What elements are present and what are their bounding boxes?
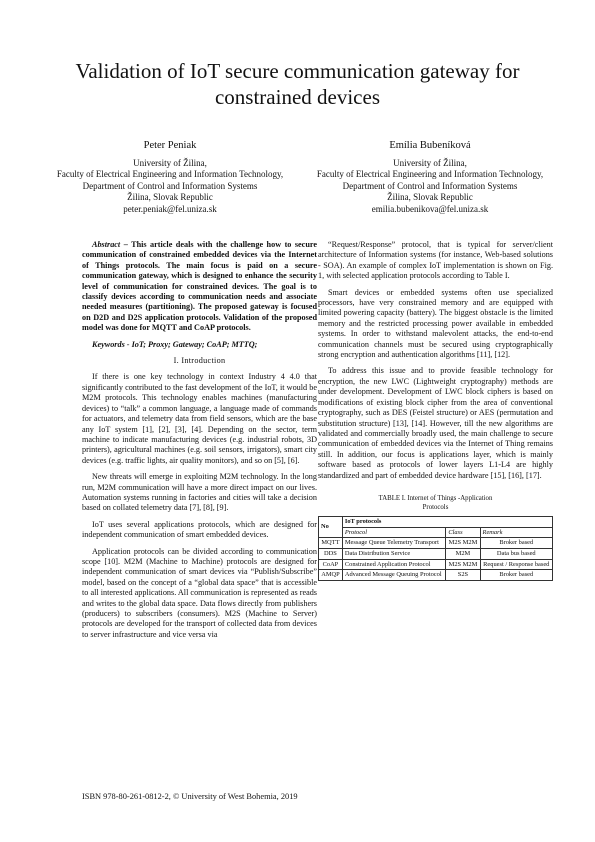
author-affiliation-line: Faculty of Electrical Engineering and Information Technology, [56, 169, 284, 179]
author-name: Peter Peniak [143, 140, 197, 151]
abstract-label: Abstract [92, 240, 121, 249]
table-header-no: No [319, 517, 343, 538]
right-column [318, 240, 553, 581]
author-name: Emília Bubeníková [389, 140, 471, 151]
page-footer: ISBN 978-80-261-0812-2, © University of West Bohemia, 2019 [82, 792, 298, 801]
table-cell: Advanced Message Queuing Protocol [342, 570, 446, 581]
abstract [82, 240, 317, 334]
table-caption [318, 495, 553, 512]
author-block-1 [50, 140, 290, 215]
author-affiliation-line: Faculty of Electrical Engineering and Information Technology, Department of Control and Information Systems [316, 169, 544, 191]
table-row [319, 570, 553, 581]
left-column [82, 240, 317, 646]
table-cell: Message Queue Telemetry Transport [342, 538, 446, 549]
table-cell: CoAP [319, 559, 343, 570]
body-paragraph: New threats will emerge in exploiting M2M technology. In the long run, M2M communication will have a more direct impact on our lives. Automation systems running in factories and cities will take a decision based on collated telemetry data [7], [8], [9]. [82, 472, 317, 513]
table-row [319, 548, 553, 559]
author-affiliation-line: Žilina, Slovak Republic [387, 192, 473, 202]
author-affiliation-line: Žilina, Slovak Republic [127, 192, 213, 202]
author-block-2 [310, 140, 550, 215]
table-row [319, 559, 553, 570]
table-cell: Data Distribution Service [342, 548, 446, 559]
table-cell: Broker based [480, 570, 552, 581]
author-email[interactable]: emilia.bubenikova@fel.uniza.sk [371, 203, 489, 214]
paper-title: Validation of IoT secure communication gateway for constrained devices [75, 59, 520, 109]
table-cell: M2M [446, 548, 480, 559]
table-caption-line: Protocols [422, 503, 449, 511]
table-column-header: Protocol [342, 527, 446, 538]
body-paragraph: “Request/Response” protocol, that is typical for server/client architecture of Information systems (for instance, Web-based solutions - SOA). An example of complex IoT implementation is shown on Fig. 1, with selected application protocols according to Table I. [318, 240, 553, 281]
table-cell: DDS [319, 548, 343, 559]
author-affiliation-line: University of Žilina, [133, 157, 207, 168]
keywords: Keywords - IoT; Proxy; Gateway; CoAP; MTTQ; [92, 339, 258, 349]
table-column-header: Remark [480, 527, 552, 538]
table-cell: S2S [446, 570, 480, 581]
section-heading: I. Introduction [173, 356, 226, 366]
body-paragraph: To address this issue and to provide feasible technology for encryption, the new LWC (Lightweight cryptography) methods are under development. Development of LWC block ciphers is based on modifications of existing block cipher from the area of conventional cryptography, such as DES (Feistel structure) or AES (permutation and substitution structure) [13], [14]. However, till the new algorithms are validated and commercially broadly used, the main challenge to secure communication of embedded devices via the Internet of Thing remains still. In addition, our focus is applications layer, which is mainly software based as protocols of lower layers L1-L4 are highly standardized and part of embedded device hardware [15], [16], [17]. [318, 366, 553, 480]
body-paragraph: Smart devices or embedded systems often use specialized processors, have very constrained memory and are equipped with limited powering capacity (battery). The biggest obstacle is the limited memory and the restricted processing power available in embedded systems. In order to withstand malevolent attacks, the end-to-end communication channels must be secured using cryptographically strong encryption and authentication algorithms [11], [12]. [318, 287, 553, 360]
table-caption-line: TABLE I. Internet of Things -Application [378, 494, 493, 502]
body-paragraph: Application protocols can be divided according to communication scope [10]. M2M (Machine to Machine) protocols are designed for independent communication of smart devices via “Publish/Subscribe” model, based on the concept of a “global data space” that is accessible to all interested applications. All communication is represented as reads and writes to the global data space. Data flows directly from publishers (producers) to subscribers (consumers). M2S (Machine to Server) protocols are developed for the transport of collected data from devices to server infrastructure and vice versa via [82, 546, 317, 639]
table-cell: Constrained Application Protocol [342, 559, 446, 570]
table-cell: Broker based [480, 538, 552, 549]
table-cell: M2S M2M [446, 559, 480, 570]
body-paragraph: If there is one key technology in context Industry 4 4.0 that significantly contributed to the fast development of the IoT, it would be M2M protocols. This technology enables machines (manufacturing devices) to “talk” a common language, a language made of commands for actuators, and telemetry data from field sensors, which are the base any IoT system [1], [2], [3], [4]. Depending on the sector, term machine to indicate manufacturing devices (e.g. industrial robots, 3D printers), agricultural machines (e.g. soil sensors, irrigators), smart city devices (e.g. traffic lights, air quality monitors), and so on [5], [6]. [82, 372, 317, 465]
table-cell: AMQP [319, 570, 343, 581]
table-cell: MQTT [319, 538, 343, 549]
author-email[interactable]: peter.peniak@fel.uniza.sk [123, 203, 217, 214]
abstract-text: – This article deals with the challenge how to secure communication of constrained embedded devices via the Internet of Things protocols. The main focus is paid on a secure communication gateway, which is designed to enhance the security level of communication for constrained devices. The goal is to classify devices according to communication needs and associate needed measures (partitioning). The proposed gateway is focused on D2D and D2S application protocols. Validation of the proposed model was done for MQTT and CoAP protocols. [82, 240, 317, 333]
author-affiliation-line: University of Žilina, [393, 157, 467, 168]
body-paragraph: IoT uses several applications protocols, which are designed for independent communication of smart embedded devices. [82, 519, 317, 540]
table-cell: Request / Response based [480, 559, 552, 570]
table-cell: Data bus based [480, 548, 552, 559]
table-column-header: Class [446, 527, 480, 538]
protocols-table [318, 516, 553, 581]
table-header-group: IoT protocols [342, 517, 552, 528]
table-cell: M2S M2M [446, 538, 480, 549]
table-row [319, 538, 553, 549]
author-affiliation-line: Department of Control and Information Systems [82, 180, 258, 191]
